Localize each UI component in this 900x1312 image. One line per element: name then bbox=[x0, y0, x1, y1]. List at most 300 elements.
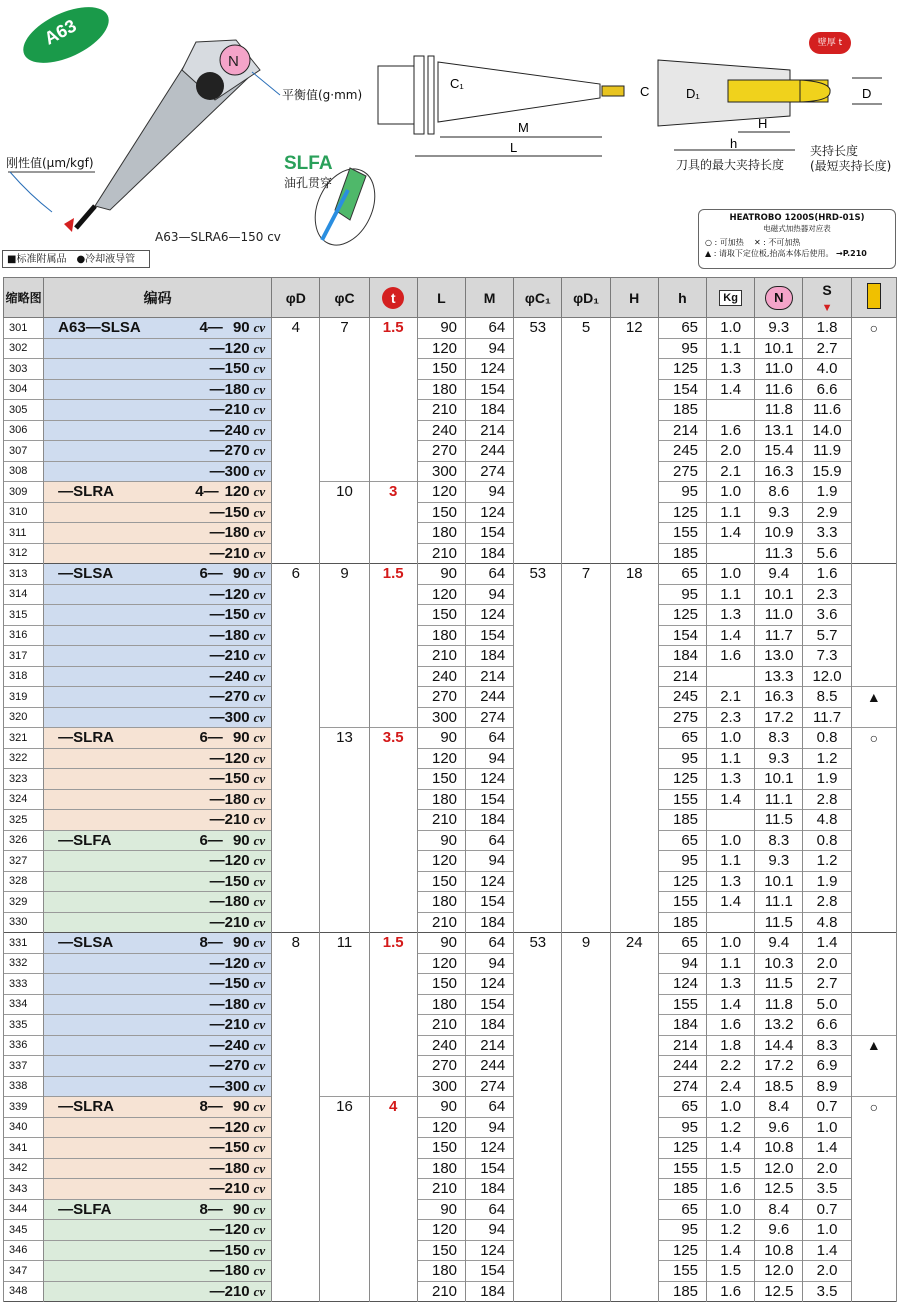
cell-kg: 1.4 bbox=[707, 892, 755, 913]
cell-h bbox=[610, 830, 658, 851]
cv-suffix: cv bbox=[253, 1222, 266, 1238]
cell-l: 150 bbox=[417, 605, 465, 626]
cell-c bbox=[320, 338, 369, 359]
cell-s: 4.8 bbox=[803, 810, 851, 831]
code-length: 90 bbox=[228, 934, 250, 952]
cell-m: 124 bbox=[466, 974, 514, 995]
cell-s: 1.0 bbox=[803, 1220, 851, 1241]
cell-d1 bbox=[562, 1138, 610, 1159]
cell-s: 2.7 bbox=[803, 338, 851, 359]
cell-c1 bbox=[514, 482, 562, 503]
cell-s: 1.9 bbox=[803, 871, 851, 892]
row-number: 337 bbox=[4, 1056, 44, 1077]
cell-kg: 1.6 bbox=[707, 420, 755, 441]
cell-c1 bbox=[514, 359, 562, 380]
code-size: 4— bbox=[199, 319, 223, 337]
cv-suffix: cv bbox=[253, 1160, 266, 1176]
product-code bbox=[44, 482, 272, 503]
cell-mark bbox=[851, 769, 896, 790]
table-row bbox=[4, 933, 897, 954]
cell-h: 274 bbox=[658, 1076, 706, 1097]
cell-m: 94 bbox=[466, 338, 514, 359]
cell-h bbox=[610, 1281, 658, 1302]
cell-m: 94 bbox=[466, 748, 514, 769]
cell-t bbox=[369, 1220, 417, 1241]
weight-icon: Kg bbox=[719, 290, 742, 306]
cell-c bbox=[320, 1281, 369, 1302]
code-length: —180 bbox=[209, 380, 250, 398]
cell-d1 bbox=[562, 871, 610, 892]
cell-l: 120 bbox=[417, 584, 465, 605]
product-code bbox=[44, 748, 272, 769]
model-label: A63—SLRA6—150 cv bbox=[155, 230, 281, 244]
cell-c1 bbox=[514, 420, 562, 441]
row-number: 301 bbox=[4, 318, 44, 339]
cell-s: 11.7 bbox=[803, 707, 851, 728]
cell-n: 11.3 bbox=[755, 543, 803, 564]
cell-l: 210 bbox=[417, 646, 465, 667]
svg-text:L: L bbox=[510, 140, 518, 155]
badge-label: A63 bbox=[41, 15, 80, 49]
cell-mark bbox=[851, 1199, 896, 1220]
cv-suffix: cv bbox=[253, 443, 266, 459]
row-number: 339 bbox=[4, 1097, 44, 1118]
cell-kg: 1.1 bbox=[707, 851, 755, 872]
cv-suffix: cv bbox=[253, 668, 266, 684]
code-length: 90 bbox=[228, 319, 250, 337]
cv-suffix: cv bbox=[253, 1181, 266, 1197]
cell-d1 bbox=[562, 728, 610, 749]
cell-t bbox=[369, 523, 417, 544]
cell-h bbox=[610, 584, 658, 605]
cell-kg: 1.2 bbox=[707, 1220, 755, 1241]
cell-d bbox=[272, 523, 320, 544]
row-number: 314 bbox=[4, 584, 44, 605]
cell-d1 bbox=[562, 1199, 610, 1220]
cell-mark bbox=[851, 1117, 896, 1138]
cell-d bbox=[272, 420, 320, 441]
cell-kg: 2.0 bbox=[707, 441, 755, 462]
cell-h bbox=[610, 994, 658, 1015]
cell-n: 11.8 bbox=[755, 994, 803, 1015]
cell-h bbox=[610, 1097, 658, 1118]
cell-c bbox=[320, 1220, 369, 1241]
code-length: —210 bbox=[209, 401, 250, 419]
cell-s: 2.8 bbox=[803, 892, 851, 913]
cell-kg: 1.0 bbox=[707, 933, 755, 954]
cell-t bbox=[369, 953, 417, 974]
cell-h: 185 bbox=[658, 810, 706, 831]
product-code bbox=[44, 810, 272, 831]
cell-kg: 1.0 bbox=[707, 482, 755, 503]
cell-c1 bbox=[514, 543, 562, 564]
cv-suffix: cv bbox=[253, 484, 266, 500]
col-C1: φC₁ bbox=[514, 278, 562, 318]
cell-t bbox=[369, 994, 417, 1015]
cell-h: 155 bbox=[658, 892, 706, 913]
table-row bbox=[4, 1240, 897, 1261]
cell-d1 bbox=[562, 1240, 610, 1261]
code-length: —210 bbox=[209, 1180, 250, 1198]
col-weight bbox=[707, 278, 755, 318]
cell-mark bbox=[851, 646, 896, 667]
cell-kg: 1.3 bbox=[707, 769, 755, 790]
cell-m: 184 bbox=[466, 400, 514, 421]
cell-d1 bbox=[562, 810, 610, 831]
cell-c1 bbox=[514, 1281, 562, 1302]
code-length: —210 bbox=[209, 1282, 250, 1300]
cell-c1: 53 bbox=[514, 933, 562, 954]
product-code bbox=[44, 953, 272, 974]
cell-n: 10.8 bbox=[755, 1240, 803, 1261]
code-length: —180 bbox=[209, 626, 250, 644]
cell-n: 12.0 bbox=[755, 1158, 803, 1179]
spec-table bbox=[3, 277, 897, 1302]
cell-mark bbox=[851, 830, 896, 851]
cell-c1 bbox=[514, 1138, 562, 1159]
cell-d1 bbox=[562, 1117, 610, 1138]
table-row bbox=[4, 482, 897, 503]
cell-kg: 1.8 bbox=[707, 1035, 755, 1056]
code-size: 8— bbox=[199, 934, 223, 952]
heatrobo-ng: ✕ : 不可加热 bbox=[753, 238, 801, 247]
cv-suffix: cv bbox=[253, 955, 266, 971]
cell-l: 180 bbox=[417, 892, 465, 913]
table-row bbox=[4, 1035, 897, 1056]
cell-kg bbox=[707, 666, 755, 687]
cell-n: 9.4 bbox=[755, 933, 803, 954]
cell-h bbox=[610, 1117, 658, 1138]
cell-m: 124 bbox=[466, 871, 514, 892]
cell-n: 10.8 bbox=[755, 1138, 803, 1159]
table-row bbox=[4, 1097, 897, 1118]
cell-n: 9.3 bbox=[755, 318, 803, 339]
row-number: 312 bbox=[4, 543, 44, 564]
cell-c1 bbox=[514, 830, 562, 851]
cell-d1: 7 bbox=[562, 564, 610, 585]
cell-c: 11 bbox=[320, 933, 369, 954]
heatrobo-note: ▲ : 请取下定位板,抬高本体后使用。 bbox=[705, 249, 834, 258]
cell-c1 bbox=[514, 1117, 562, 1138]
code-length: 120 bbox=[224, 483, 250, 501]
table-row bbox=[4, 523, 897, 544]
cell-l: 150 bbox=[417, 871, 465, 892]
cell-c: 7 bbox=[320, 318, 369, 339]
cell-c bbox=[320, 379, 369, 400]
cell-mark bbox=[851, 994, 896, 1015]
cv-suffix: cv bbox=[253, 873, 266, 889]
cell-m: 244 bbox=[466, 441, 514, 462]
cell-n: 15.4 bbox=[755, 441, 803, 462]
code-length: —270 bbox=[209, 1057, 250, 1075]
code-size: 6— bbox=[199, 831, 223, 849]
product-code bbox=[44, 974, 272, 995]
row-number: 315 bbox=[4, 605, 44, 626]
cell-mark bbox=[851, 502, 896, 523]
cell-s: 1.0 bbox=[803, 1117, 851, 1138]
cell-d bbox=[272, 1076, 320, 1097]
product-code bbox=[44, 338, 272, 359]
cell-c bbox=[320, 912, 369, 933]
cell-h bbox=[610, 974, 658, 995]
cell-h: 154 bbox=[658, 625, 706, 646]
code-length: —210 bbox=[209, 544, 250, 562]
cell-d bbox=[272, 605, 320, 626]
cell-c1 bbox=[514, 461, 562, 482]
cell-m: 184 bbox=[466, 646, 514, 667]
cell-d bbox=[272, 1158, 320, 1179]
cell-n: 11.5 bbox=[755, 810, 803, 831]
row-number: 327 bbox=[4, 851, 44, 872]
cell-d1 bbox=[562, 359, 610, 380]
product-code bbox=[44, 1240, 272, 1261]
cell-c bbox=[320, 605, 369, 626]
cell-h: 94 bbox=[658, 953, 706, 974]
cell-kg: 1.1 bbox=[707, 748, 755, 769]
cell-d bbox=[272, 994, 320, 1015]
row-number: 332 bbox=[4, 953, 44, 974]
table-row bbox=[4, 441, 897, 462]
table-row bbox=[4, 379, 897, 400]
cell-m: 64 bbox=[466, 830, 514, 851]
t-circle-icon: t bbox=[382, 287, 404, 309]
cell-t bbox=[369, 441, 417, 462]
cell-l: 270 bbox=[417, 441, 465, 462]
cell-c1 bbox=[514, 379, 562, 400]
cell-mark bbox=[851, 912, 896, 933]
cell-d1: 5 bbox=[562, 318, 610, 339]
code-length: —150 bbox=[209, 1241, 250, 1259]
cell-h: 125 bbox=[658, 359, 706, 380]
product-code bbox=[44, 584, 272, 605]
cell-h: 125 bbox=[658, 871, 706, 892]
cell-c bbox=[320, 625, 369, 646]
cell-d bbox=[272, 400, 320, 421]
table-row bbox=[4, 810, 897, 831]
cell-n: 11.1 bbox=[755, 789, 803, 810]
cell-n: 9.6 bbox=[755, 1220, 803, 1241]
cell-m: 214 bbox=[466, 666, 514, 687]
table-row bbox=[4, 666, 897, 687]
cell-mark: ▲ bbox=[851, 1035, 896, 1056]
product-code bbox=[44, 1056, 272, 1077]
cell-s: 5.0 bbox=[803, 994, 851, 1015]
cv-suffix: cv bbox=[253, 730, 266, 746]
col-C: φC bbox=[320, 278, 369, 318]
cell-m: 244 bbox=[466, 1056, 514, 1077]
cell-mark bbox=[851, 789, 896, 810]
cell-d bbox=[272, 338, 320, 359]
cell-h: 125 bbox=[658, 502, 706, 523]
cv-suffix: cv bbox=[253, 381, 266, 397]
cell-d1 bbox=[562, 892, 610, 913]
cell-m: 64 bbox=[466, 933, 514, 954]
cv-suffix: cv bbox=[253, 976, 266, 992]
cell-s: 11.6 bbox=[803, 400, 851, 421]
cell-c1 bbox=[514, 584, 562, 605]
cell-h bbox=[610, 543, 658, 564]
cell-l: 210 bbox=[417, 543, 465, 564]
cell-d1 bbox=[562, 400, 610, 421]
cell-d1 bbox=[562, 1076, 610, 1097]
cell-n: 10.1 bbox=[755, 871, 803, 892]
cell-s: 7.3 bbox=[803, 646, 851, 667]
cell-s: 3.6 bbox=[803, 605, 851, 626]
product-code bbox=[44, 1281, 272, 1302]
table-row bbox=[4, 318, 897, 339]
cell-t bbox=[369, 359, 417, 380]
cell-kg: 1.4 bbox=[707, 789, 755, 810]
cell-c bbox=[320, 1240, 369, 1261]
cv-suffix: cv bbox=[253, 791, 266, 807]
cv-suffix: cv bbox=[253, 771, 266, 787]
cv-suffix: cv bbox=[253, 525, 266, 541]
cell-h: 124 bbox=[658, 974, 706, 995]
product-code bbox=[44, 1220, 272, 1241]
cv-suffix: cv bbox=[253, 1140, 266, 1156]
cell-d1 bbox=[562, 1179, 610, 1200]
cell-m: 124 bbox=[466, 359, 514, 380]
cell-h bbox=[610, 748, 658, 769]
code-prefix: —SLFA bbox=[58, 831, 112, 849]
cell-t bbox=[369, 338, 417, 359]
cell-mark bbox=[851, 441, 896, 462]
cell-n: 9.6 bbox=[755, 1117, 803, 1138]
cell-l: 180 bbox=[417, 625, 465, 646]
cell-c1 bbox=[514, 666, 562, 687]
table-row bbox=[4, 584, 897, 605]
cell-l: 150 bbox=[417, 502, 465, 523]
cell-h bbox=[610, 1015, 658, 1036]
cell-s: 8.9 bbox=[803, 1076, 851, 1097]
cell-d1 bbox=[562, 1158, 610, 1179]
cell-h: 125 bbox=[658, 769, 706, 790]
cell-c bbox=[320, 953, 369, 974]
cell-d1 bbox=[562, 461, 610, 482]
cell-h: 95 bbox=[658, 482, 706, 503]
cv-suffix: cv bbox=[253, 402, 266, 418]
cell-c bbox=[320, 830, 369, 851]
cell-mark bbox=[851, 543, 896, 564]
heater-icon bbox=[867, 283, 881, 309]
cell-h bbox=[610, 707, 658, 728]
cell-m: 154 bbox=[466, 994, 514, 1015]
code-length: —180 bbox=[209, 893, 250, 911]
cell-t bbox=[369, 769, 417, 790]
cell-m: 154 bbox=[466, 1261, 514, 1282]
row-number: 307 bbox=[4, 441, 44, 462]
product-code bbox=[44, 461, 272, 482]
cell-kg: 1.4 bbox=[707, 625, 755, 646]
product-code bbox=[44, 994, 272, 1015]
cv-suffix: cv bbox=[253, 545, 266, 561]
cv-suffix: cv bbox=[253, 1242, 266, 1258]
cell-h bbox=[610, 1056, 658, 1077]
cell-n: 11.5 bbox=[755, 974, 803, 995]
product-code bbox=[44, 502, 272, 523]
cell-t bbox=[369, 1056, 417, 1077]
col-D1: φD₁ bbox=[562, 278, 610, 318]
product-code bbox=[44, 707, 272, 728]
cell-h bbox=[610, 1158, 658, 1179]
cell-d1 bbox=[562, 769, 610, 790]
code-length: —150 bbox=[209, 503, 250, 521]
code-size: 6— bbox=[199, 565, 223, 583]
cell-m: 184 bbox=[466, 810, 514, 831]
code-size: 4— bbox=[195, 483, 219, 501]
cell-d1 bbox=[562, 523, 610, 544]
table-row bbox=[4, 625, 897, 646]
cell-c bbox=[320, 1076, 369, 1097]
cell-n: 11.0 bbox=[755, 605, 803, 626]
cell-l: 210 bbox=[417, 1281, 465, 1302]
row-number: 331 bbox=[4, 933, 44, 954]
cell-mark bbox=[851, 1261, 896, 1282]
code-length: —150 bbox=[209, 770, 250, 788]
cell-h: 95 bbox=[658, 851, 706, 872]
cell-l: 90 bbox=[417, 933, 465, 954]
cv-suffix: cv bbox=[253, 1283, 266, 1299]
cell-m: 274 bbox=[466, 461, 514, 482]
cell-l: 90 bbox=[417, 728, 465, 749]
cell-t bbox=[369, 543, 417, 564]
cell-d bbox=[272, 789, 320, 810]
cell-mark bbox=[851, 933, 896, 954]
cv-suffix: cv bbox=[253, 853, 266, 869]
cell-c1 bbox=[514, 728, 562, 749]
cell-c bbox=[320, 584, 369, 605]
cell-h: 155 bbox=[658, 994, 706, 1015]
cell-kg: 2.3 bbox=[707, 707, 755, 728]
cv-suffix: cv bbox=[253, 1119, 266, 1135]
code-length: —210 bbox=[209, 913, 250, 931]
product-code bbox=[44, 318, 272, 339]
cell-n: 10.1 bbox=[755, 338, 803, 359]
cell-h: 245 bbox=[658, 687, 706, 708]
cell-mark bbox=[851, 1158, 896, 1179]
cell-d1 bbox=[562, 1281, 610, 1302]
cell-mark bbox=[851, 1179, 896, 1200]
cell-m: 184 bbox=[466, 1015, 514, 1036]
cell-l: 90 bbox=[417, 830, 465, 851]
cell-d1 bbox=[562, 789, 610, 810]
cell-mark: ○ bbox=[851, 728, 896, 749]
cell-c1 bbox=[514, 625, 562, 646]
cell-d1 bbox=[562, 482, 610, 503]
table-row bbox=[4, 1220, 897, 1241]
cell-c1 bbox=[514, 523, 562, 544]
cell-s: 5.7 bbox=[803, 625, 851, 646]
code-length: —150 bbox=[209, 606, 250, 624]
cell-c1 bbox=[514, 1056, 562, 1077]
cv-suffix: cv bbox=[253, 1201, 266, 1217]
cell-c1 bbox=[514, 1097, 562, 1118]
cell-t: 3.5 bbox=[369, 728, 417, 749]
table-row bbox=[4, 605, 897, 626]
table-row bbox=[4, 564, 897, 585]
code-length: —240 bbox=[209, 421, 250, 439]
row-number: 310 bbox=[4, 502, 44, 523]
cell-n: 11.5 bbox=[755, 912, 803, 933]
cell-h bbox=[610, 871, 658, 892]
cv-suffix: cv bbox=[253, 812, 266, 828]
cell-mark bbox=[851, 625, 896, 646]
cell-h bbox=[610, 400, 658, 421]
cell-mark bbox=[851, 1240, 896, 1261]
row-number: 338 bbox=[4, 1076, 44, 1097]
product-code bbox=[44, 830, 272, 851]
svg-text:C: C bbox=[640, 84, 650, 99]
